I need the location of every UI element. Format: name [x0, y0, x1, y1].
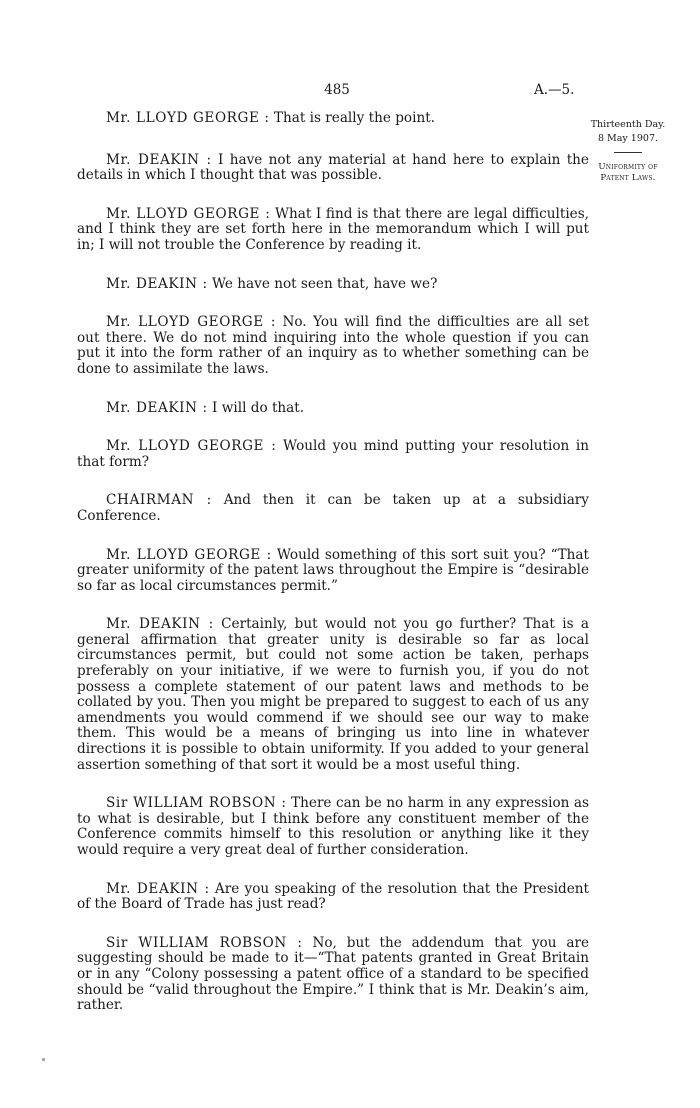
speaker-name: Sir WILLIAM ROBSON :	[106, 795, 287, 812]
transcript-body	[77, 111, 589, 1014]
speech-text: And then it can be taken up at a subsidiary Conference.	[77, 492, 589, 524]
speaker-name: Mr. LLOYD GEORGE :	[106, 314, 277, 331]
speech-text: What I find is that there are legal difficulties, and I think they are set forth here in the memorandum which I will put in; I will not trouble the Conference by reading it.	[77, 205, 590, 253]
speech-text: There can be no harm in any expression as to what is desirable, but I think before any constituent member of the Conference commits himself to this resolution or anything like it they would require a very great deal of further consideration.	[77, 795, 589, 858]
paragraph	[77, 439, 589, 470]
document-reference: A.—5.	[534, 82, 575, 98]
paragraph	[77, 548, 589, 595]
margin-topic-line-1: Uniformity of	[598, 162, 658, 172]
speaker-name: Mr. DEAKIN :	[106, 880, 210, 897]
speech-text: We have not seen that, have we?	[207, 275, 438, 292]
paragraph	[77, 315, 589, 377]
paragraph	[77, 796, 589, 858]
speaker-name: Mr. LLOYD GEORGE :	[106, 546, 272, 563]
paragraph	[77, 401, 589, 417]
paragraph	[77, 277, 589, 293]
paragraph	[77, 493, 589, 524]
speech-text: Would something of this sort suit you? “That greater uniformity of the patent laws throughout the Empire is “desirable so far as local circumstances permit.”	[77, 546, 590, 594]
speech-text: No. You will find the difficulties are all set out there. We do not mind inquiring into the whole question if you can put it into the form rather of an inquiry as to whether something can be done to assimilate the laws.	[77, 314, 590, 377]
speaker-name: Mr. DEAKIN :	[106, 275, 208, 292]
speaker-name: Mr. LLOYD GEORGE :	[106, 205, 271, 222]
speech-text: Certainly, but would not you go further? That is a general affirmation that greater unity is desirable so far as local circumstances permit, but could not some action be taken, perhaps preferably on your initiative, if we were to furnish you, if you do not possess a complete statement of our patent laws and methods to be collated by you. Then you might be prepared to suggest to each of us any amendments you would commend if we should see our way to make them. This would be a means of bringing us into line in whatever directions it is possible to obtain uniformity. If you added to your general assertion something of that sort it would be a most useful thing.	[77, 616, 589, 773]
speech-text: I will do that.	[207, 399, 305, 416]
speaker-name: Mr. DEAKIN :	[106, 616, 214, 633]
paragraph	[77, 111, 589, 127]
speech-text: Would you mind putting your resolution in that form?	[77, 438, 589, 470]
margin-topic-line-2: Patent Laws.	[600, 173, 656, 183]
speaker-name: Sir WILLIAM ROBSON :	[106, 934, 303, 951]
margin-topic	[576, 162, 680, 184]
margin-day: Thirteenth Day.	[590, 119, 666, 130]
paragraph	[77, 882, 589, 913]
speech-text: Are you speaking of the resolution that the President of the Board of Trade has just read?	[77, 880, 590, 913]
paragraph	[77, 936, 589, 1014]
speaker-name: Mr. LLOYD GEORGE :	[106, 110, 270, 126]
paragraph	[77, 153, 589, 184]
speaker-name: CHAIRMAN :	[106, 492, 212, 509]
page-number: 485	[324, 82, 350, 98]
margin-day-date	[576, 118, 680, 146]
scan-mark	[42, 1058, 45, 1061]
speech-text: I have not any material at hand here to explain the details in which I thought that was possible.	[77, 151, 589, 184]
speaker-name: Mr. LLOYD GEORGE :	[106, 438, 277, 455]
speaker-name: Mr. DEAKIN :	[106, 399, 208, 416]
speech-text: No, but the addendum that you are suggesting should be made to it—“That patents granted in Great Britain or in any “Colony possessing a patent office of a standard to be specified should be “valid throughout the Empire.” I think that is Mr. Deakin’s aim, rather.	[77, 934, 589, 1014]
margin-rule	[614, 152, 642, 153]
speaker-name: Mr. DEAKIN :	[106, 151, 212, 168]
paragraph	[77, 617, 589, 773]
paragraph	[77, 207, 589, 254]
speech-text: That is really the point.	[269, 110, 435, 126]
margin-date: 8 May 1907.	[597, 133, 659, 144]
